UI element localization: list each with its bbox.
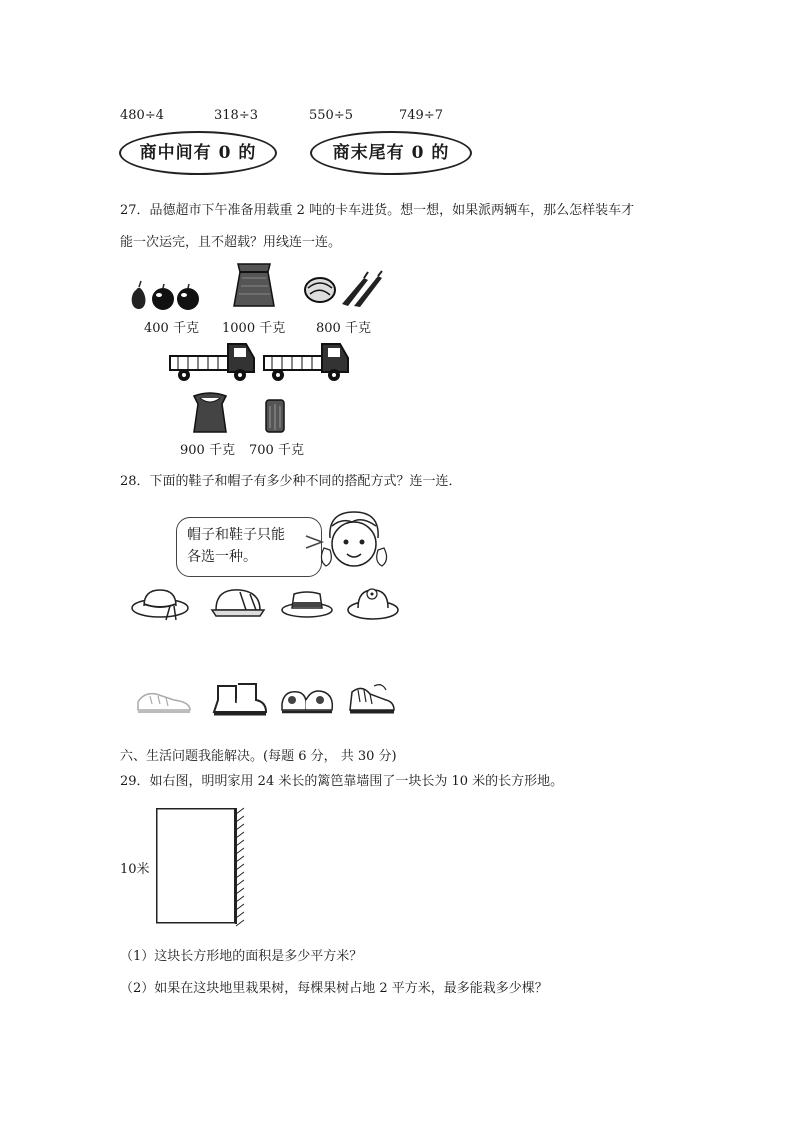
q29-sub1: （1）这块长方形地的面积是多少平方米？ (120, 949, 363, 964)
boots-icon[interactable] (210, 680, 270, 720)
truck-icon (168, 338, 256, 384)
cap-icon[interactable] (210, 586, 266, 622)
division-problem-4: 749÷7 (399, 108, 443, 123)
sneaker-icon[interactable] (134, 684, 194, 718)
oval-end-zero[interactable] (310, 131, 472, 175)
rectangle-plot-figure (156, 808, 252, 928)
q28-text: 28．下面的鞋子和帽子有多少种不同的搭配方式？连一连． (120, 474, 462, 489)
goods-label-sack: 1000 千克 (222, 321, 286, 336)
hat-icon[interactable] (130, 584, 192, 624)
goods-label-fruit: 400 千克 (144, 321, 199, 336)
division-problem-3: 550÷5 (309, 108, 353, 123)
girl-icon (318, 508, 388, 576)
oval-middle-zero[interactable] (119, 131, 277, 175)
sports-shoes-icon[interactable] (346, 680, 396, 720)
section-6-heading: 六、生活问题我能解决。(每题 6 分， 共 30 分) (120, 749, 397, 764)
small-sack-icon (190, 392, 230, 434)
speech-bubble (176, 517, 322, 577)
fruit-icon (128, 278, 200, 312)
fedora-icon[interactable] (280, 588, 334, 620)
division-problem-2: 318÷3 (214, 108, 258, 123)
goods-label-small-sack: 900 千克 (180, 443, 235, 458)
bubble-line2: 各选一种。 (187, 549, 257, 565)
q27-text-line1: 27．品德超市下午准备用载重 2 吨的卡车进货。想一想，如果派两辆车，那么怎样装车才 (120, 203, 635, 218)
truck-icon (262, 338, 350, 384)
goods-label-barrel: 700 千克 (249, 443, 304, 458)
goods-label-vegetables: 800 千克 (316, 321, 371, 336)
barrel-icon (264, 398, 286, 434)
flower-hat-icon[interactable] (346, 584, 400, 622)
q29-sub2: （2）如果在这块地里栽果树，每棵果树占地 2 平方米，最多能栽多少棵？ (120, 981, 548, 996)
oval-middle-zero-label: 商中间有 0 的 (139, 143, 257, 163)
division-problem-1: 480÷4 (120, 108, 164, 123)
side-length-label: 10米 (120, 862, 150, 877)
sandals-icon[interactable] (278, 682, 336, 718)
bubble-line1: 帽子和鞋子只能 (187, 527, 285, 543)
vegetables-icon (302, 270, 384, 308)
oval-end-zero-label: 商末尾有 0 的 (332, 143, 450, 163)
q27-text-line2: 能一次运完，且不超载？用线连一连。 (120, 235, 342, 250)
sack-icon (230, 262, 278, 310)
q29-text: 29．如右图，明明家用 24 米长的篱笆靠墙围了一块长为 10 米的长方形地。 (120, 774, 564, 789)
